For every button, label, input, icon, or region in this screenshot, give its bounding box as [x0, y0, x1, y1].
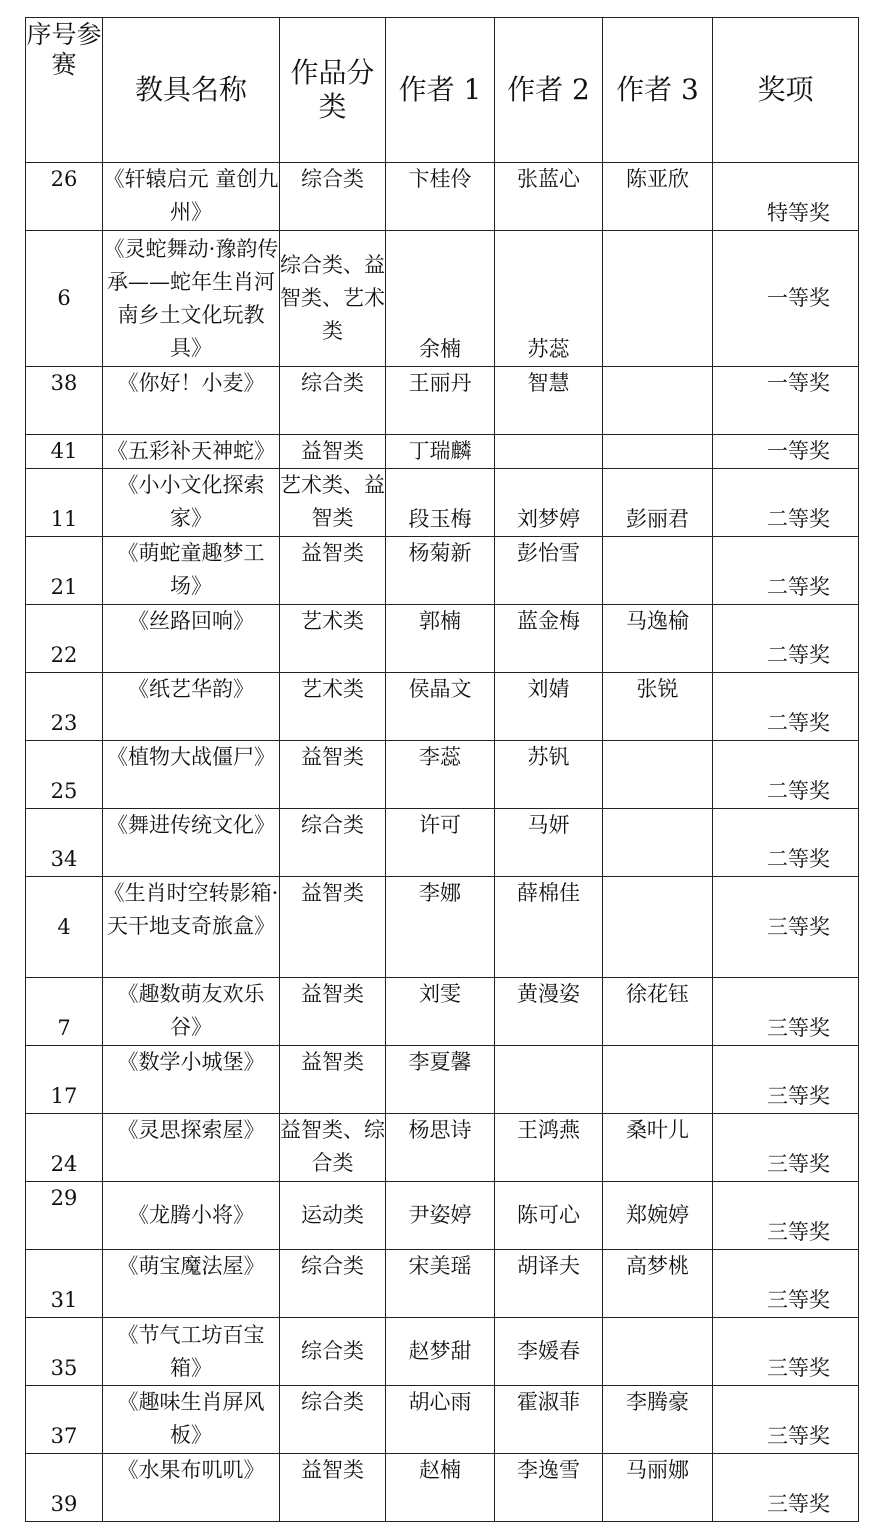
row-seq: 21: [26, 537, 103, 605]
table-row: [26, 1182, 859, 1250]
table-row: [26, 231, 859, 367]
row-author3: 陈亚欣: [603, 163, 713, 231]
row-seq: 39: [26, 1454, 103, 1522]
row-category: 益智类: [280, 741, 386, 809]
row-author3: [603, 367, 713, 435]
row-author3: [603, 231, 713, 367]
row-seq: 41: [26, 435, 103, 469]
row-author2: 苏钒: [495, 741, 603, 809]
row-name: 《纸艺华韵》: [103, 673, 280, 741]
row-author3: 徐花钰: [603, 978, 713, 1046]
row-author2: 李逸雪: [495, 1454, 603, 1522]
row-author2: 蓝金梅: [495, 605, 603, 673]
table-row: [26, 605, 859, 673]
row-name: 《灵蛇舞动·豫韵传承——蛇年生肖河南乡土文化玩教具》: [103, 231, 280, 367]
row-author3: [603, 1046, 713, 1114]
row-author2: 霍淑菲: [495, 1386, 603, 1454]
row-award: 三等奖: [713, 1182, 859, 1250]
row-seq: 6: [26, 231, 103, 367]
row-author1: 李夏馨: [386, 1046, 495, 1114]
row-seq: 23: [26, 673, 103, 741]
row-author2: 刘梦婷: [495, 469, 603, 537]
row-category: 益智类: [280, 537, 386, 605]
row-award: 二等奖: [713, 605, 859, 673]
table-row: [26, 1454, 859, 1522]
row-category: 综合类: [280, 809, 386, 877]
row-category: 艺术类: [280, 605, 386, 673]
row-name: 《五彩补天神蛇》: [103, 435, 280, 469]
header-row: [26, 18, 859, 163]
row-category: 益智类: [280, 877, 386, 978]
row-author2: 智慧: [495, 367, 603, 435]
row-name: 《萌宝魔法屋》: [103, 1250, 280, 1318]
row-seq: 38: [26, 367, 103, 435]
row-seq: 34: [26, 809, 103, 877]
row-award: 三等奖: [713, 1250, 859, 1318]
row-name: 《舞进传统文化》: [103, 809, 280, 877]
row-name: 《轩辕启元 童创九州》: [103, 163, 280, 231]
row-category: 益智类: [280, 435, 386, 469]
row-seq: 22: [26, 605, 103, 673]
row-author1: 郭楠: [386, 605, 495, 673]
row-author1: 余楠: [386, 231, 495, 367]
row-seq: 25: [26, 741, 103, 809]
row-author2: 马妍: [495, 809, 603, 877]
row-award: 三等奖: [713, 1114, 859, 1182]
row-seq: 4: [26, 877, 103, 978]
row-award: 二等奖: [713, 809, 859, 877]
table-row: [26, 1114, 859, 1182]
row-name: 《生肖时空转影箱·天干地支奇旅盒》: [103, 877, 280, 978]
row-name: 《丝路回响》: [103, 605, 280, 673]
row-author2: 胡译夫: [495, 1250, 603, 1318]
row-name: 《你好！小麦》: [103, 367, 280, 435]
row-author2: 黄漫姿: [495, 978, 603, 1046]
row-category: 益智类、综合类: [280, 1114, 386, 1182]
awards-table: [25, 17, 859, 1522]
table-row: [26, 163, 859, 231]
table-row: [26, 469, 859, 537]
row-category: 艺术类: [280, 673, 386, 741]
row-author1: 胡心雨: [386, 1386, 495, 1454]
row-author2: 张蓝心: [495, 163, 603, 231]
row-name: 《萌蛇童趣梦工场》: [103, 537, 280, 605]
row-award: 三等奖: [713, 1046, 859, 1114]
row-author1: 赵梦甜: [386, 1318, 495, 1386]
row-name: 《龙腾小将》: [103, 1182, 280, 1250]
row-author1: 刘雯: [386, 978, 495, 1046]
row-award: 一等奖: [713, 435, 859, 469]
row-author3: 马丽娜: [603, 1454, 713, 1522]
row-author2: 王鸿燕: [495, 1114, 603, 1182]
row-seq: 35: [26, 1318, 103, 1386]
table-row: [26, 673, 859, 741]
row-award: 三等奖: [713, 1318, 859, 1386]
row-author1: 王丽丹: [386, 367, 495, 435]
row-category: 益智类: [280, 978, 386, 1046]
row-name: 《趣味生肖屏风板》: [103, 1386, 280, 1454]
row-award: 三等奖: [713, 1454, 859, 1522]
row-author3: 李腾豪: [603, 1386, 713, 1454]
row-name: 《小小文化探索家》: [103, 469, 280, 537]
row-category: 益智类: [280, 1454, 386, 1522]
row-author3: [603, 1318, 713, 1386]
row-author3: 张锐: [603, 673, 713, 741]
row-author1: 侯晶文: [386, 673, 495, 741]
row-award: 三等奖: [713, 877, 859, 978]
row-author3: [603, 741, 713, 809]
row-category: 综合类: [280, 163, 386, 231]
row-name: 《植物大战僵尸》: [103, 741, 280, 809]
row-author3: [603, 809, 713, 877]
header-seq: 序号参赛: [26, 18, 103, 163]
row-category: 综合类: [280, 1250, 386, 1318]
table-row: [26, 741, 859, 809]
row-name: 《灵思探索屋》: [103, 1114, 280, 1182]
row-author3: [603, 877, 713, 978]
row-seq: 17: [26, 1046, 103, 1114]
row-seq: 29: [26, 1182, 103, 1250]
row-author1: 许可: [386, 809, 495, 877]
header-name: 教具名称: [103, 18, 280, 163]
row-award: 二等奖: [713, 741, 859, 809]
row-category: 综合类、益智类、艺术类: [280, 231, 386, 367]
row-category: 运动类: [280, 1182, 386, 1250]
row-author2: [495, 435, 603, 469]
row-award: 二等奖: [713, 673, 859, 741]
row-seq: 11: [26, 469, 103, 537]
row-author3: 桑叶儿: [603, 1114, 713, 1182]
row-author2: 李媛春: [495, 1318, 603, 1386]
row-name: 《数学小城堡》: [103, 1046, 280, 1114]
header-award: 奖项: [713, 18, 859, 163]
row-author3: 高梦桃: [603, 1250, 713, 1318]
row-author1: 段玉梅: [386, 469, 495, 537]
row-seq: 24: [26, 1114, 103, 1182]
table-row: [26, 367, 859, 435]
row-author3: 彭丽君: [603, 469, 713, 537]
table-row: [26, 435, 859, 469]
table-row: [26, 1046, 859, 1114]
header-category: 作品分类: [280, 18, 386, 163]
row-category: 益智类: [280, 1046, 386, 1114]
row-seq: 26: [26, 163, 103, 231]
row-award: 三等奖: [713, 1386, 859, 1454]
table-row: [26, 1250, 859, 1318]
row-award: 一等奖: [713, 367, 859, 435]
table-row: [26, 877, 859, 978]
header-author3: 作者 3: [603, 18, 713, 163]
row-category: 综合类: [280, 1386, 386, 1454]
row-category: 综合类: [280, 367, 386, 435]
row-author2: 陈可心: [495, 1182, 603, 1250]
row-author1: 尹姿婷: [386, 1182, 495, 1250]
row-award: 特等奖: [713, 163, 859, 231]
header-author1: 作者 1: [386, 18, 495, 163]
row-author2: 刘婧: [495, 673, 603, 741]
table-row: [26, 809, 859, 877]
row-author1: 赵楠: [386, 1454, 495, 1522]
row-author1: 杨思诗: [386, 1114, 495, 1182]
row-award: 三等奖: [713, 978, 859, 1046]
row-name: 《节气工坊百宝箱》: [103, 1318, 280, 1386]
table-row: [26, 978, 859, 1046]
row-author1: 宋美瑶: [386, 1250, 495, 1318]
row-author3: 郑婉婷: [603, 1182, 713, 1250]
row-author2: 薛棉佳: [495, 877, 603, 978]
row-name: 《水果布叽叽》: [103, 1454, 280, 1522]
row-award: 二等奖: [713, 537, 859, 605]
row-author3: [603, 537, 713, 605]
header-author2: 作者 2: [495, 18, 603, 163]
row-award: 一等奖: [713, 231, 859, 367]
row-author2: 苏蕊: [495, 231, 603, 367]
row-author3: [603, 435, 713, 469]
table-row: [26, 537, 859, 605]
row-seq: 37: [26, 1386, 103, 1454]
row-category: 艺术类、益智类: [280, 469, 386, 537]
row-name: 《趣数萌友欢乐谷》: [103, 978, 280, 1046]
row-seq: 31: [26, 1250, 103, 1318]
row-category: 综合类: [280, 1318, 386, 1386]
row-award: 二等奖: [713, 469, 859, 537]
table-row: [26, 1318, 859, 1386]
row-author2: 彭怡雪: [495, 537, 603, 605]
row-author1: 李蕊: [386, 741, 495, 809]
row-author1: 丁瑞麟: [386, 435, 495, 469]
row-author2: [495, 1046, 603, 1114]
row-author1: 卞桂伶: [386, 163, 495, 231]
row-author1: 杨菊新: [386, 537, 495, 605]
row-author1: 李娜: [386, 877, 495, 978]
row-seq: 7: [26, 978, 103, 1046]
row-author3: 马逸榆: [603, 605, 713, 673]
table-row: [26, 1386, 859, 1454]
